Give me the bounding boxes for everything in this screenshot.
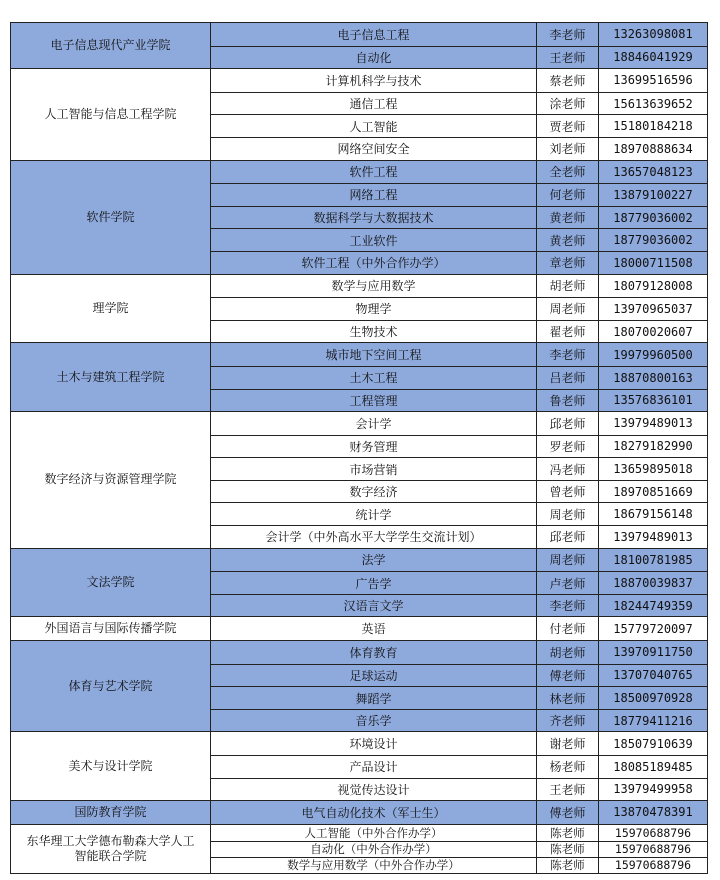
teacher-name: 李老师	[537, 343, 599, 366]
major-list	[211, 641, 707, 731]
teacher-name: 黄老师	[537, 229, 599, 251]
college-name: 体育与艺术学院	[11, 641, 211, 731]
major-name: 工业软件	[211, 229, 537, 251]
college-name: 文法学院	[11, 549, 211, 617]
table-row	[211, 617, 707, 640]
major-name: 足球运动	[211, 665, 537, 687]
major-name: 市场营销	[211, 458, 537, 480]
major-list	[211, 23, 707, 68]
college-name: 软件学院	[11, 161, 211, 274]
phone-number: 18779036002	[613, 210, 693, 225]
teacher-name: 王老师	[537, 47, 599, 69]
teacher-name: 周老师	[537, 298, 599, 320]
major-name: 音乐学	[211, 710, 537, 732]
phone-number: 15970688796	[614, 858, 692, 873]
college-name: 电子信息现代产业学院	[11, 23, 211, 68]
table-row	[211, 664, 707, 687]
table-row	[211, 594, 707, 617]
college-group	[10, 825, 708, 874]
phone-number: 13576836101	[613, 393, 693, 408]
teacher-name: 林老师	[537, 687, 599, 709]
major-name: 生物技术	[211, 321, 537, 343]
phone-number: 18970851669	[613, 484, 693, 499]
table-row	[211, 825, 707, 841]
major-list	[211, 617, 707, 640]
major-list	[211, 825, 707, 873]
phone-number: 18244749359	[613, 598, 693, 613]
teacher-name: 吕老师	[537, 367, 599, 389]
table-row	[211, 183, 707, 206]
table-row	[211, 389, 707, 412]
major-name: 计算机科学与技术	[211, 69, 537, 92]
phone-number: 13979499958	[613, 782, 693, 797]
teacher-name: 傅老师	[537, 801, 599, 824]
major-name: 体育教育	[211, 641, 537, 664]
major-name: 舞蹈学	[211, 687, 537, 709]
table-row	[211, 571, 707, 594]
teacher-name: 何老师	[537, 184, 599, 206]
college-name: 国防教育学院	[11, 801, 211, 824]
table-row	[211, 46, 707, 69]
major-list	[211, 549, 707, 617]
table-row	[211, 412, 707, 435]
phone-number: 18779411216	[613, 713, 693, 728]
teacher-name: 周老师	[537, 549, 599, 572]
teacher-name: 刘老师	[537, 138, 599, 160]
teacher-name: 贾老师	[537, 115, 599, 137]
table-row	[211, 114, 707, 137]
major-name: 电子信息工程	[211, 23, 537, 46]
college-name: 数字经济与资源管理学院	[11, 412, 211, 548]
teacher-name: 黄老师	[537, 207, 599, 229]
table-row	[211, 857, 707, 873]
phone-number: 18970888634	[613, 141, 693, 156]
table-row	[211, 457, 707, 480]
table-row	[211, 320, 707, 343]
major-name: 软件工程	[211, 161, 537, 184]
teacher-name: 齐老师	[537, 710, 599, 732]
major-list	[211, 69, 707, 159]
phone-number: 13979489013	[613, 529, 693, 544]
major-name: 人工智能	[211, 115, 537, 137]
phone-number: 13879100227	[613, 187, 693, 202]
table-row	[211, 343, 707, 366]
table-row	[211, 69, 707, 92]
college-group	[10, 275, 708, 344]
teacher-name: 付老师	[537, 617, 599, 640]
teacher-name: 罗老师	[537, 436, 599, 458]
phone-number: 18870800163	[613, 370, 693, 385]
table-row	[211, 297, 707, 320]
major-name: 会计学（中外高水平大学学生交流计划）	[211, 526, 537, 548]
teacher-name: 章老师	[537, 252, 599, 274]
table-row	[211, 435, 707, 458]
table-row	[211, 502, 707, 525]
teacher-name: 胡老师	[537, 641, 599, 664]
major-name: 财务管理	[211, 436, 537, 458]
teacher-name: 邱老师	[537, 412, 599, 435]
major-list	[211, 161, 707, 274]
college-group	[10, 801, 708, 825]
teacher-name: 胡老师	[537, 275, 599, 298]
table-row	[211, 92, 707, 115]
teacher-name: 陈老师	[537, 825, 599, 841]
teacher-name: 卢老师	[537, 572, 599, 594]
table-row	[211, 549, 707, 572]
table-row	[211, 251, 707, 274]
teacher-name: 冯老师	[537, 458, 599, 480]
major-name: 统计学	[211, 503, 537, 525]
table-row	[211, 755, 707, 778]
teacher-name: 邱老师	[537, 526, 599, 548]
phone-number: 15180184218	[613, 119, 693, 134]
phone-number: 13659895018	[613, 462, 693, 477]
table-row	[211, 23, 707, 46]
major-name: 英语	[211, 617, 537, 640]
major-name: 自动化	[211, 47, 537, 69]
table-row	[211, 275, 707, 298]
major-name: 城市地下空间工程	[211, 343, 537, 366]
phone-number: 13979489013	[613, 416, 693, 431]
major-list	[211, 801, 707, 824]
teacher-name: 傅老师	[537, 665, 599, 687]
phone-number: 18846041929	[613, 50, 693, 65]
teacher-name: 全老师	[537, 161, 599, 184]
college-group	[10, 641, 708, 732]
phone-number: 18779036002	[613, 233, 693, 248]
college-name: 东华理工大学德布勒森大学人工智能联合学院	[11, 825, 211, 873]
phone-number: 19979960500	[613, 347, 693, 362]
major-name: 数据科学与大数据技术	[211, 207, 537, 229]
major-name: 产品设计	[211, 756, 537, 778]
phone-number: 18507910639	[613, 736, 693, 751]
college-name: 外国语言与国际传播学院	[11, 617, 211, 640]
table-row	[211, 732, 707, 755]
major-name: 软件工程（中外合作办学）	[211, 252, 537, 274]
major-name: 会计学	[211, 412, 537, 435]
table-row	[211, 686, 707, 709]
teacher-name: 曾老师	[537, 481, 599, 503]
table-row	[211, 480, 707, 503]
major-name: 工程管理	[211, 390, 537, 412]
major-name: 通信工程	[211, 93, 537, 115]
table-row	[211, 206, 707, 229]
major-list	[211, 732, 707, 800]
college-group	[10, 343, 708, 412]
table-row	[211, 161, 707, 184]
teacher-name: 蔡老师	[537, 69, 599, 92]
table-row	[211, 228, 707, 251]
major-name: 电气自动化技术（军士生）	[211, 801, 537, 824]
phone-number: 15970688796	[614, 842, 692, 857]
contact-table	[10, 22, 708, 874]
phone-number: 18870039837	[613, 576, 693, 591]
table-row	[211, 801, 707, 824]
college-name: 人工智能与信息工程学院	[11, 69, 211, 159]
phone-number: 18070020607	[613, 324, 693, 339]
table-row	[211, 841, 707, 857]
major-name: 土木工程	[211, 367, 537, 389]
teacher-name: 杨老师	[537, 756, 599, 778]
teacher-name: 周老师	[537, 503, 599, 525]
major-name: 广告学	[211, 572, 537, 594]
table-row	[211, 641, 707, 664]
teacher-name: 翟老师	[537, 321, 599, 343]
major-name: 数学与应用数学（中外合作办学）	[211, 858, 537, 873]
phone-number: 13263098081	[613, 27, 693, 42]
college-group	[10, 161, 708, 275]
major-name: 自动化（中外合作办学）	[211, 842, 537, 857]
phone-number: 18000711508	[613, 255, 693, 270]
table-row	[211, 778, 707, 801]
college-group	[10, 412, 708, 549]
phone-number: 15613639652	[613, 96, 693, 111]
phone-number: 18500970928	[613, 691, 693, 706]
phone-number: 18279182990	[613, 439, 693, 454]
major-name: 法学	[211, 549, 537, 572]
phone-number: 13970911750	[613, 645, 693, 660]
major-list	[211, 412, 707, 548]
phone-number: 15970688796	[614, 825, 692, 840]
college-group	[10, 549, 708, 618]
college-name: 土木与建筑工程学院	[11, 343, 211, 411]
major-list	[211, 343, 707, 411]
major-name: 汉语言文学	[211, 595, 537, 617]
teacher-name: 鲁老师	[537, 390, 599, 412]
table-row	[211, 366, 707, 389]
college-name: 美术与设计学院	[11, 732, 211, 800]
phone-number: 18679156148	[613, 507, 693, 522]
major-name: 物理学	[211, 298, 537, 320]
table-row	[211, 137, 707, 160]
phone-number: 13970965037	[613, 301, 693, 316]
college-group	[10, 69, 708, 160]
phone-number: 13707040765	[613, 668, 693, 683]
college-group	[10, 617, 708, 641]
major-name: 数字经济	[211, 481, 537, 503]
phone-number: 18085189485	[613, 759, 693, 774]
major-name: 网络空间安全	[211, 138, 537, 160]
college-name: 理学院	[11, 275, 211, 343]
major-name: 网络工程	[211, 184, 537, 206]
table-row	[211, 709, 707, 732]
major-name: 数学与应用数学	[211, 275, 537, 298]
teacher-name: 陈老师	[537, 842, 599, 857]
major-name: 视觉传达设计	[211, 779, 537, 801]
phone-number: 18079128008	[613, 278, 693, 293]
phone-number: 15779720097	[613, 621, 693, 636]
major-name: 人工智能（中外合作办学）	[211, 825, 537, 841]
teacher-name: 涂老师	[537, 93, 599, 115]
teacher-name: 李老师	[537, 23, 599, 46]
major-name: 环境设计	[211, 732, 537, 755]
table-row	[211, 525, 707, 548]
teacher-name: 王老师	[537, 779, 599, 801]
college-group	[10, 22, 708, 69]
college-group	[10, 732, 708, 801]
teacher-name: 陈老师	[537, 858, 599, 873]
phone-number: 18100781985	[613, 552, 693, 567]
phone-number: 13657048123	[613, 164, 693, 179]
teacher-name: 谢老师	[537, 732, 599, 755]
teacher-name: 李老师	[537, 595, 599, 617]
major-list	[211, 275, 707, 343]
phone-number: 13699516596	[613, 73, 693, 88]
phone-number: 13870478391	[613, 805, 693, 820]
